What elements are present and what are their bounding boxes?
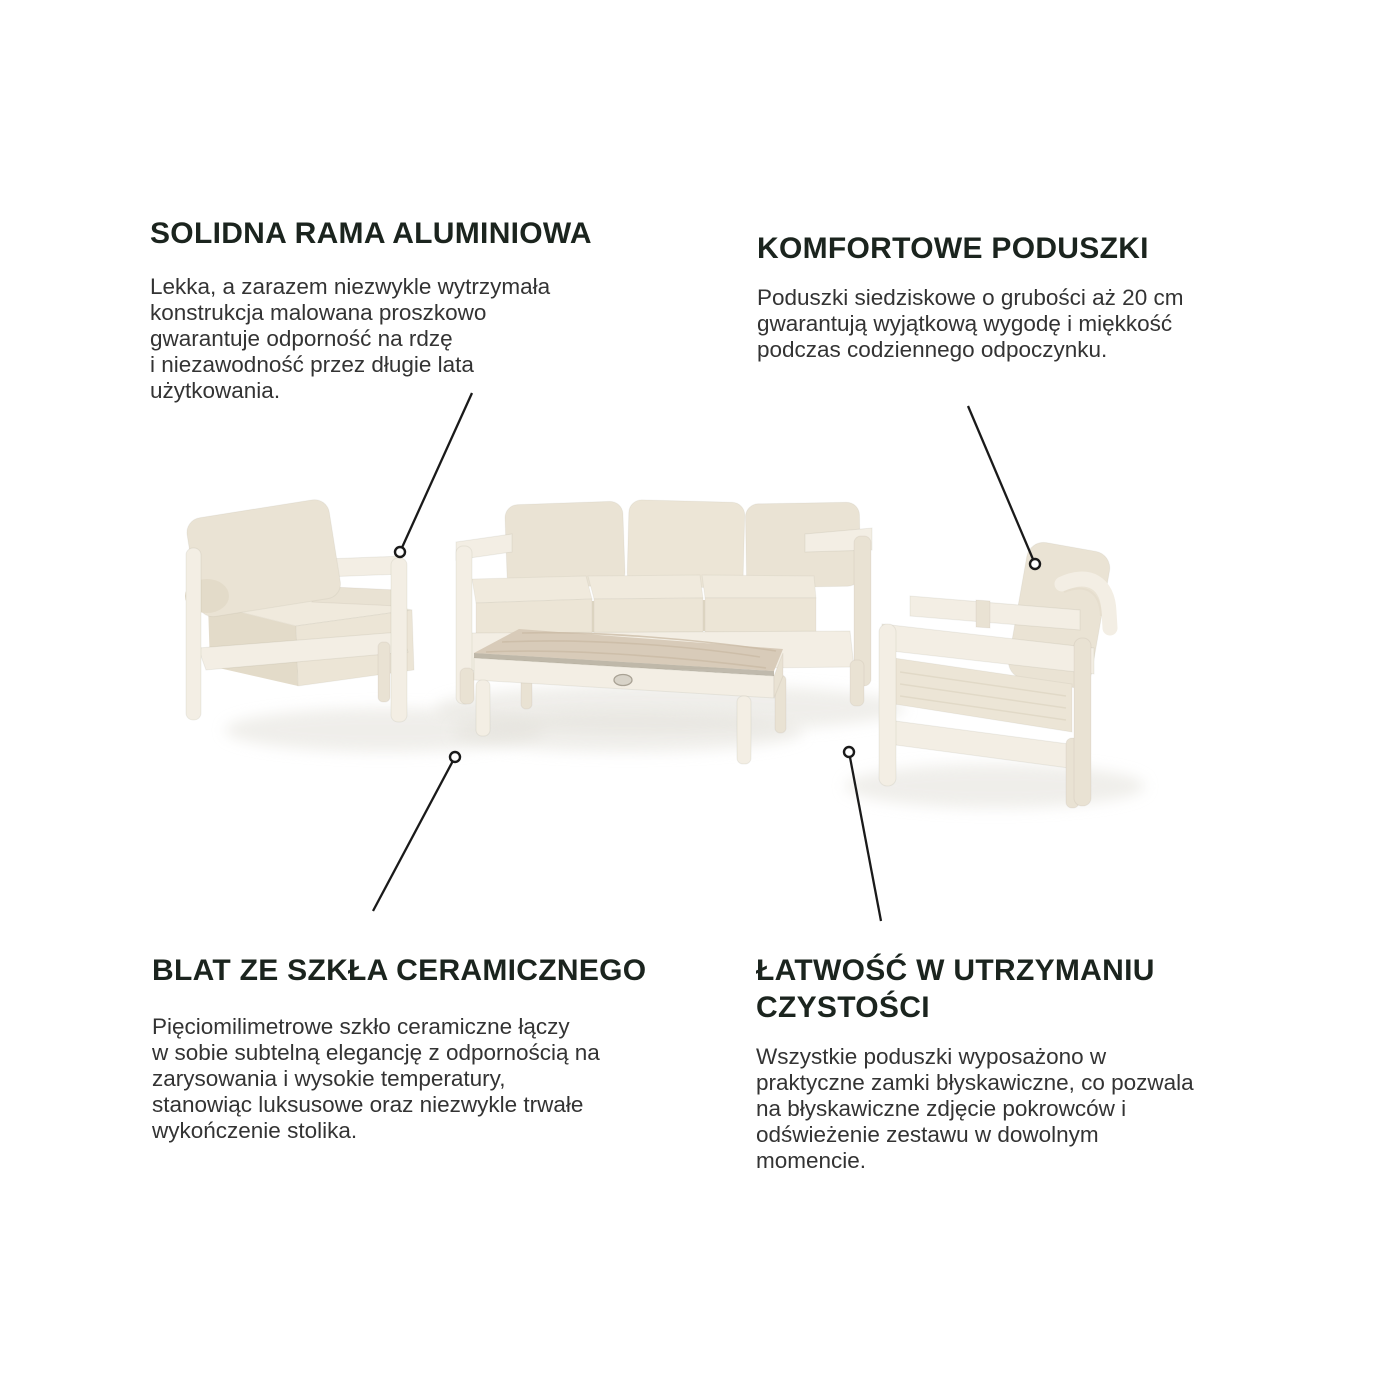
feature-block-comfortable-cushions [757, 230, 1317, 363]
feature-body-easy-cleaning: Wszystkie poduszki wyposażono w praktyczne zamki błyskawiczne, co pozwala na błyskawiczne zdjęcie pokrowców i odświeżenie zestawu w dowolnym momencie. [756, 1044, 1194, 1173]
annotation-dot-ceramic-glass-top [450, 752, 460, 762]
feature-title-easy-cleaning: ŁATWOŚĆ W UTRZYMANIU CZYSTOŚCI [756, 954, 1155, 1024]
feature-block-aluminum-frame [150, 215, 710, 404]
annotation-dot-aluminum-frame [395, 547, 405, 557]
callout-ceramic-glass-top [373, 752, 460, 911]
feature-body-comfortable-cushions: Poduszki siedziskowe o grubości aż 20 cm gwarantują wyjątkową wygodę i miękkość podczas codziennego odpoczynku. [757, 285, 1184, 362]
callout-comfortable-cushions [968, 406, 1040, 569]
armchair-left-illustration [185, 498, 414, 722]
callout-aluminum-frame [395, 393, 472, 557]
furniture-set-illustration [150, 380, 1250, 990]
feature-title-ceramic-glass-top: BLAT ZE SZKŁA CERAMICZNEGO [152, 954, 647, 987]
annotation-line-aluminum-frame [400, 393, 472, 552]
annotation-line-comfortable-cushions [968, 406, 1035, 564]
feature-title-aluminum-frame: SOLIDNA RAMA ALUMINIOWA [150, 217, 592, 250]
annotation-dot-comfortable-cushions [1030, 559, 1040, 569]
annotation-line-ceramic-glass-top [373, 757, 455, 911]
annotation-dot-easy-cleaning [844, 747, 854, 757]
feature-body-ceramic-glass-top: Pięciomilimetrowe szkło ceramiczne łączy w sobie subtelną elegancję z odpornością na zarysowania i wysokie temperatury, stanowiąc luksusowe oraz niezwykle trwałe wykończenie stolika. [152, 1014, 600, 1143]
feature-body-aluminum-frame: Lekka, a zarazem niezwykle wytrzymała konstrukcja malowana proszkowo gwarantuje odporność na rdzę i niezawodność przez długie lata użytkowania. [150, 274, 551, 403]
table-logo-badge [614, 675, 632, 686]
feature-title-comfortable-cushions: KOMFORTOWE PODUSZKI [757, 232, 1149, 265]
